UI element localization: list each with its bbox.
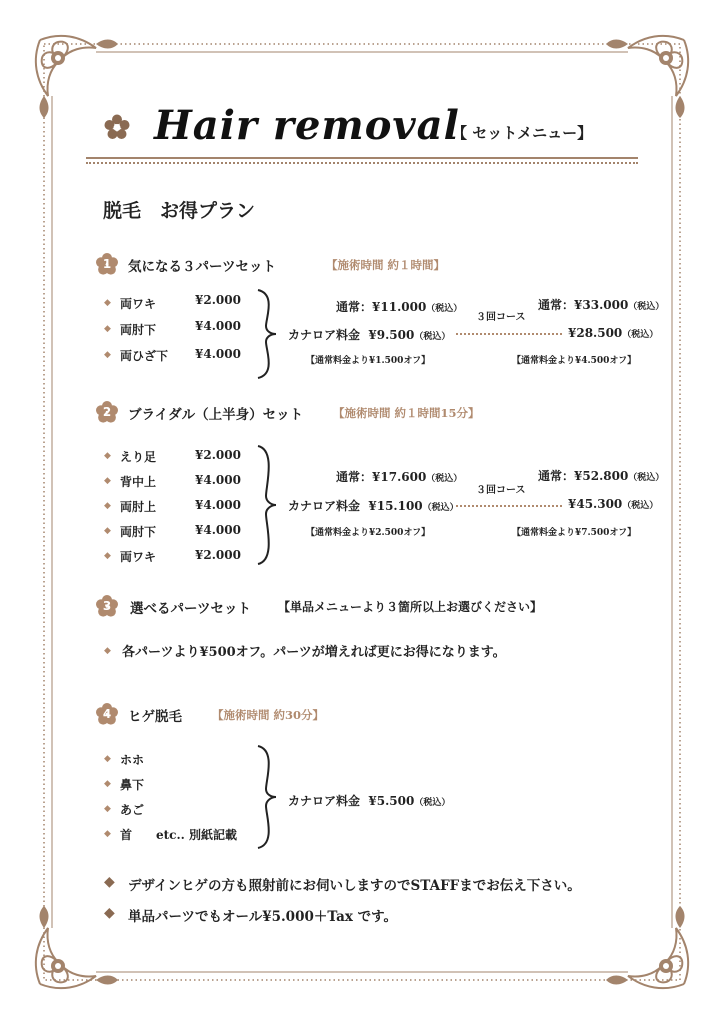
list-item: 鼻下: [120, 778, 145, 792]
page-subtitle: 【 セットメニュー】: [452, 124, 593, 142]
course-label: ３回コース: [476, 485, 526, 496]
section-3-note: 【単品メニューより３箇所以上お選びください】: [278, 600, 543, 614]
footnote-2: 単品パーツでもオール¥5.000＋Tax です。: [128, 909, 398, 925]
curly-brace-icon: [254, 744, 280, 850]
section-3-badge: 3: [96, 595, 118, 617]
item-price: ¥2.000: [195, 293, 241, 307]
item-price: ¥2.000: [195, 548, 241, 562]
header-underline: [86, 157, 638, 159]
course-regular-price: 通常：¥33.000（税込）: [538, 298, 665, 312]
item-price: ¥4.000: [195, 523, 241, 537]
section-4-badge: 4: [96, 703, 118, 725]
bullet-icon: ◆: [104, 829, 111, 839]
bullet-icon: ◆: [104, 324, 111, 334]
item-price: ¥4.000: [195, 498, 241, 512]
footnote-1: デザインヒゲの方も照射前にお伺いしますのでSTAFFまでお伝え下さい。: [128, 878, 581, 894]
curly-brace-icon: [254, 444, 280, 566]
course-member-price: ¥28.500（税込）: [568, 326, 659, 340]
bullet-icon: ◆: [104, 451, 111, 461]
list-item: 両ひざ下: [120, 349, 169, 363]
section-4-time: 【施術時間 約30分】: [212, 708, 325, 722]
member-price: カナロア料金 ¥15.100（税込）: [288, 499, 459, 513]
list-item-extra: etc.. 別紙記載: [156, 828, 238, 842]
list-item: 両肘下: [120, 525, 157, 539]
bullet-icon: ◆: [104, 526, 111, 536]
section-2-title: ブライダル（上半身）セット: [128, 407, 304, 423]
member-price: カナロア料金 ¥5.500（税込）: [288, 794, 451, 808]
section-1-badge: 1: [96, 253, 118, 275]
list-item: 背中上: [120, 475, 157, 489]
dotted-leader: [456, 333, 562, 335]
bullet-icon: ◆: [104, 754, 111, 764]
item-price: ¥4.000: [195, 319, 241, 333]
item-price: ¥4.000: [195, 347, 241, 361]
bullet-icon: ◆: [104, 804, 111, 814]
flower-logo-icon: [104, 114, 130, 140]
discount-note: 【通常料金より¥2.500オフ】: [306, 528, 431, 538]
discount-note: 【通常料金より¥1.500オフ】: [306, 356, 431, 366]
bullet-icon: ◆: [104, 551, 111, 561]
diamond-bullet-icon: ◆: [104, 874, 115, 890]
section-1-time: 【施術時間 約１時間】: [326, 258, 446, 272]
section-3-title: 選べるパーツセット: [130, 601, 251, 617]
list-item: 両肘下: [120, 323, 157, 337]
item-price: ¥2.000: [195, 448, 241, 462]
list-item: ホホ: [120, 753, 145, 767]
diamond-bullet-icon: ◆: [104, 905, 115, 921]
bullet-icon: ◆: [104, 646, 111, 656]
regular-price: 通常：¥17.600（税込）: [336, 470, 463, 484]
header-dotted-line: [86, 162, 638, 164]
list-item: 両ワキ: [120, 297, 157, 311]
list-item: あご: [120, 803, 145, 817]
regular-price: 通常：¥11.000（税込）: [336, 300, 463, 314]
section-3-description: 各パーツより¥500オフ。パーツが増えれば更にお得になります。: [122, 645, 506, 660]
bullet-icon: ◆: [104, 779, 111, 789]
course-label: ３回コース: [476, 312, 526, 323]
course-member-price: ¥45.300（税込）: [568, 497, 659, 511]
list-item: 両肘上: [120, 500, 157, 514]
curly-brace-icon: [254, 288, 280, 380]
page-title: Hair removal: [154, 102, 460, 149]
bullet-icon: ◆: [104, 476, 111, 486]
section-4-title: ヒゲ脱毛: [128, 709, 182, 725]
plan-title: 脱毛 お得プラン: [103, 200, 256, 222]
course-regular-price: 通常：¥52.800（税込）: [538, 469, 665, 483]
bullet-icon: ◆: [104, 350, 111, 360]
course-discount-note: 【通常料金より¥7.500オフ】: [512, 528, 637, 538]
course-discount-note: 【通常料金より¥4.500オフ】: [512, 356, 637, 366]
list-item: 首: [120, 828, 133, 842]
section-2-badge: 2: [96, 401, 118, 423]
section-2-time: 【施術時間 約１時間15分】: [333, 406, 480, 420]
item-price: ¥4.000: [195, 473, 241, 487]
dotted-leader: [456, 505, 562, 507]
member-price: カナロア料金 ¥9.500（税込）: [288, 328, 451, 342]
bullet-icon: ◆: [104, 501, 111, 511]
list-item: 両ワキ: [120, 550, 157, 564]
section-1-title: 気になる３パーツセット: [128, 259, 276, 275]
list-item: えり足: [120, 450, 157, 464]
bullet-icon: ◆: [104, 298, 111, 308]
